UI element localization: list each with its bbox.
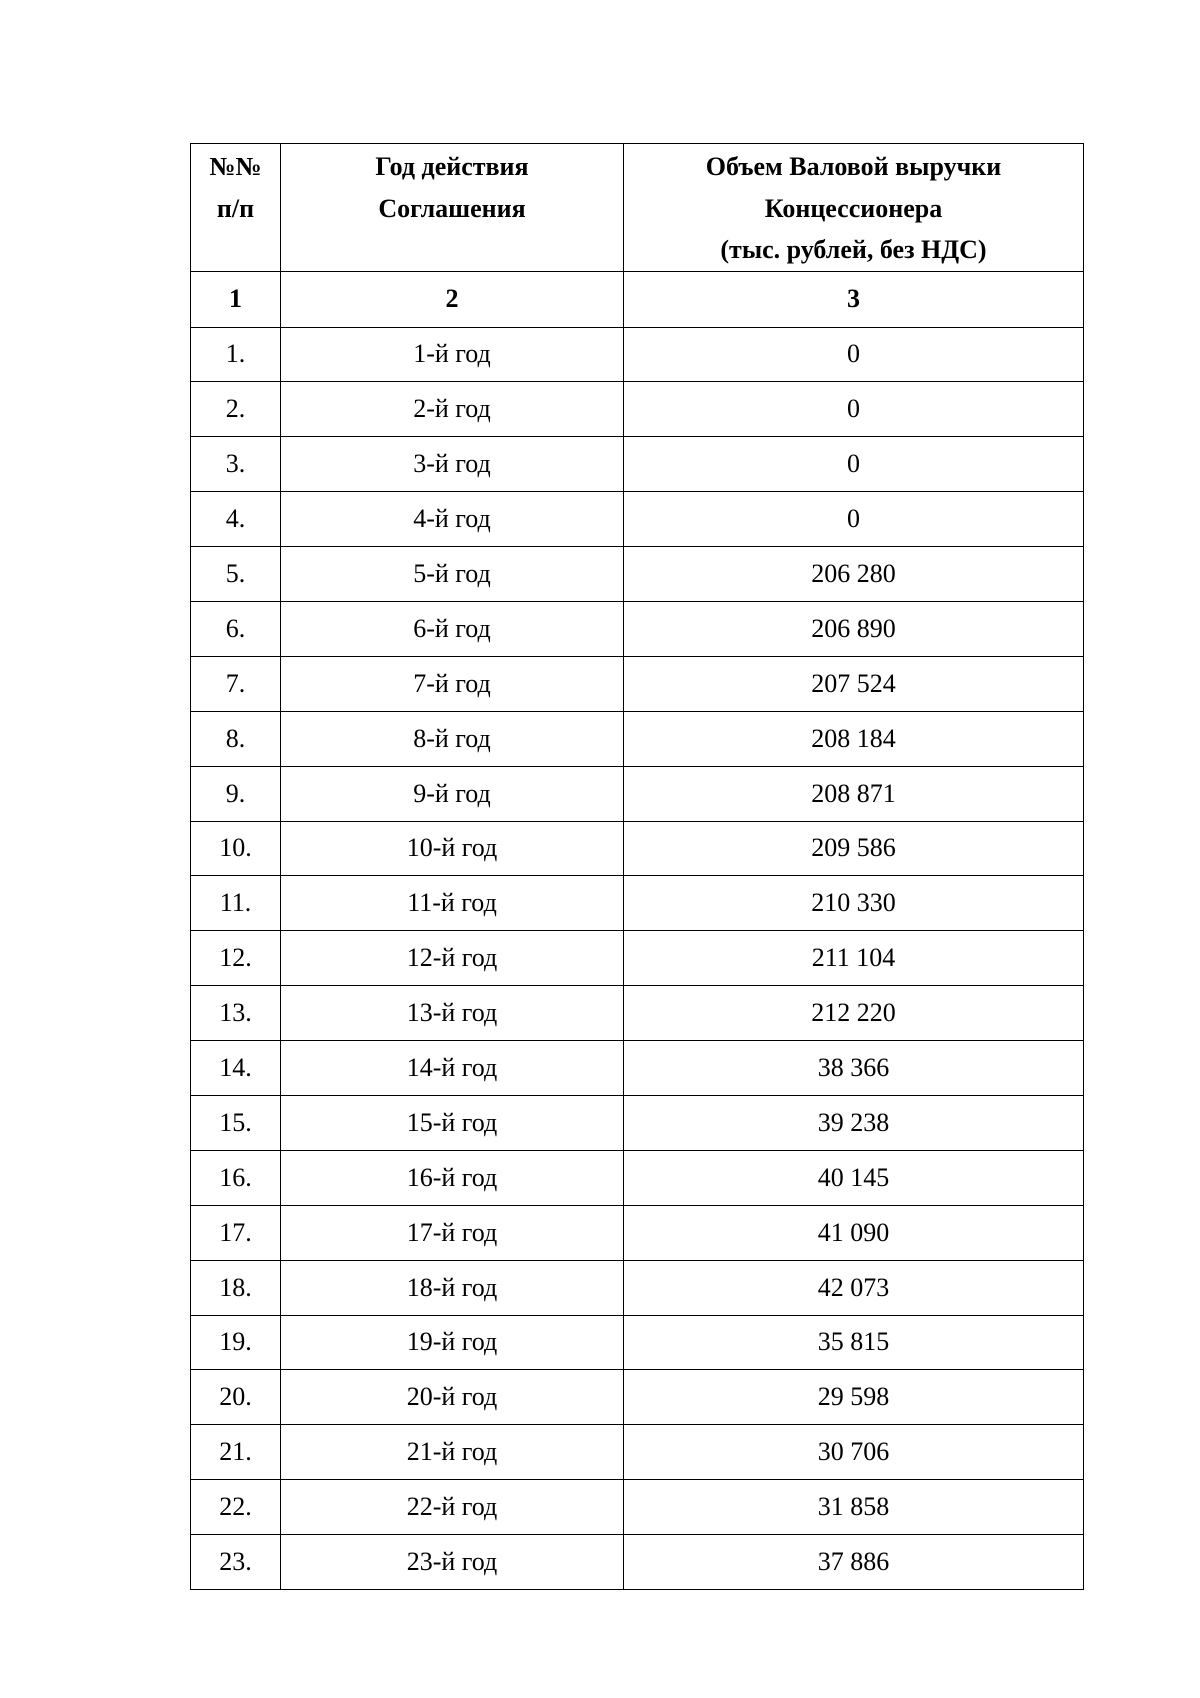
agreement-year-cell: 1-й год [281, 327, 624, 382]
table-row [191, 492, 1084, 547]
row-number-cell: 1. [191, 327, 281, 382]
agreement-year-cell: 5-й год [281, 547, 624, 602]
table-row [191, 1315, 1084, 1370]
table-row [191, 931, 1084, 986]
agreement-year-cell: 19-й год [281, 1315, 624, 1370]
row-number-cell: 11. [191, 876, 281, 931]
revenue-value-cell: 207 524 [624, 656, 1084, 711]
row-number-cell: 3. [191, 437, 281, 492]
row-number-cell: 15. [191, 1095, 281, 1150]
agreement-year-cell: 17-й год [281, 1205, 624, 1260]
agreement-year-cell: 3-й год [281, 437, 624, 492]
revenue-value-cell: 40 145 [624, 1150, 1084, 1205]
table-row [191, 1205, 1084, 1260]
column-number: 3 [624, 271, 1084, 327]
row-number-cell: 18. [191, 1260, 281, 1315]
revenue-value-cell: 206 890 [624, 601, 1084, 656]
table-row [191, 876, 1084, 931]
agreement-year-cell: 20-й год [281, 1370, 624, 1425]
table-row [191, 382, 1084, 437]
revenue-value-cell: 29 598 [624, 1370, 1084, 1425]
agreement-year-cell: 10-й год [281, 821, 624, 876]
agreement-year-cell: 7-й год [281, 656, 624, 711]
table-row [191, 656, 1084, 711]
row-number-cell: 8. [191, 711, 281, 766]
revenue-value-cell: 38 366 [624, 1041, 1084, 1096]
agreement-year-cell: 21-й год [281, 1425, 624, 1480]
column-number-row [191, 271, 1084, 327]
agreement-year-cell: 13-й год [281, 986, 624, 1041]
revenue-value-cell: 0 [624, 327, 1084, 382]
revenue-value-cell: 210 330 [624, 876, 1084, 931]
revenue-value-cell: 212 220 [624, 986, 1084, 1041]
revenue-value-cell: 209 586 [624, 821, 1084, 876]
row-number-cell: 4. [191, 492, 281, 547]
column-number: 1 [191, 271, 281, 327]
table-row [191, 1260, 1084, 1315]
row-number-cell: 14. [191, 1041, 281, 1096]
revenue-value-cell: 39 238 [624, 1095, 1084, 1150]
row-number-cell: 16. [191, 1150, 281, 1205]
row-number-cell: 23. [191, 1535, 281, 1590]
table-row [191, 1095, 1084, 1150]
table-row [191, 1150, 1084, 1205]
revenue-value-cell: 211 104 [624, 931, 1084, 986]
table-row [191, 986, 1084, 1041]
header-gross-revenue: Объем Валовой выручки Концессионера (тыс. рублей, без НДС) [624, 144, 1084, 272]
row-number-cell: 9. [191, 766, 281, 821]
revenue-table [190, 143, 1084, 1590]
agreement-year-cell: 14-й год [281, 1041, 624, 1096]
table-row [191, 547, 1084, 602]
agreement-year-cell: 6-й год [281, 601, 624, 656]
revenue-value-cell: 0 [624, 492, 1084, 547]
table-header-row [191, 144, 1084, 272]
row-number-cell: 19. [191, 1315, 281, 1370]
revenue-value-cell: 31 858 [624, 1480, 1084, 1535]
header-row-number: №№ п/п [191, 144, 281, 272]
row-number-cell: 10. [191, 821, 281, 876]
row-number-cell: 22. [191, 1480, 281, 1535]
table-row [191, 1535, 1084, 1590]
agreement-year-cell: 16-й год [281, 1150, 624, 1205]
table-body [191, 327, 1084, 1589]
agreement-year-cell: 22-й год [281, 1480, 624, 1535]
table-row [191, 601, 1084, 656]
revenue-value-cell: 0 [624, 382, 1084, 437]
table-row [191, 766, 1084, 821]
row-number-cell: 12. [191, 931, 281, 986]
revenue-value-cell: 30 706 [624, 1425, 1084, 1480]
row-number-cell: 21. [191, 1425, 281, 1480]
table-row [191, 821, 1084, 876]
table-row [191, 711, 1084, 766]
row-number-cell: 6. [191, 601, 281, 656]
row-number-cell: 5. [191, 547, 281, 602]
agreement-year-cell: 23-й год [281, 1535, 624, 1590]
header-agreement-year: Год действия Соглашения [281, 144, 624, 272]
revenue-value-cell: 35 815 [624, 1315, 1084, 1370]
row-number-cell: 13. [191, 986, 281, 1041]
revenue-value-cell: 42 073 [624, 1260, 1084, 1315]
revenue-value-cell: 37 886 [624, 1535, 1084, 1590]
table-row [191, 1425, 1084, 1480]
agreement-year-cell: 15-й год [281, 1095, 624, 1150]
table-row [191, 437, 1084, 492]
table-row [191, 327, 1084, 382]
column-number: 2 [281, 271, 624, 327]
agreement-year-cell: 11-й год [281, 876, 624, 931]
revenue-value-cell: 208 184 [624, 711, 1084, 766]
agreement-year-cell: 9-й год [281, 766, 624, 821]
revenue-value-cell: 208 871 [624, 766, 1084, 821]
row-number-cell: 2. [191, 382, 281, 437]
row-number-cell: 20. [191, 1370, 281, 1425]
row-number-cell: 7. [191, 656, 281, 711]
agreement-year-cell: 8-й год [281, 711, 624, 766]
agreement-year-cell: 2-й год [281, 382, 624, 437]
table-row [191, 1370, 1084, 1425]
revenue-value-cell: 41 090 [624, 1205, 1084, 1260]
agreement-year-cell: 18-й год [281, 1260, 624, 1315]
revenue-value-cell: 0 [624, 437, 1084, 492]
revenue-value-cell: 206 280 [624, 547, 1084, 602]
table-row [191, 1480, 1084, 1535]
row-number-cell: 17. [191, 1205, 281, 1260]
table-row [191, 1041, 1084, 1096]
agreement-year-cell: 12-й год [281, 931, 624, 986]
agreement-year-cell: 4-й год [281, 492, 624, 547]
